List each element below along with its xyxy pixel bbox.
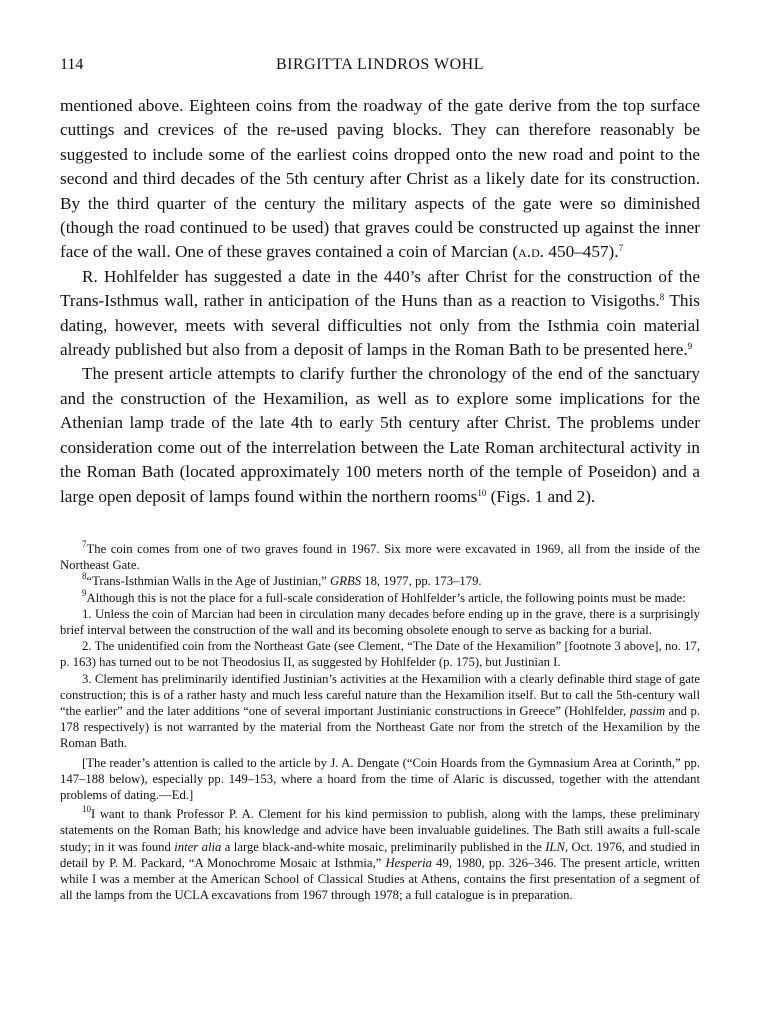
- footnote-8-text-b: 18, 1977, pp. 173–179.: [361, 574, 482, 589]
- body-text: [60, 94, 700, 509]
- paragraph-1: [60, 94, 700, 265]
- footnote-mark: 9: [82, 587, 87, 598]
- running-head: BIRGITTA LINDROS WOHL: [275, 56, 485, 73]
- journal-title: GRBS: [330, 574, 362, 589]
- paragraph-1-text: mentioned above. Eighteen coins from the roadway of the gate derive from the top surface cuttings and crevices of the re-used paving blocks. They can therefore reasonably be suggested to include some of the earliest coins dropped onto the new road and point to the second and third decades of the 5th century after Christ as a likely date for its construction. By the third quarter of the century the military aspects of the gate were so diminished (though the road continued to be used) that graves could be constructed up against the inner face of the wall. One of these graves contained a coin of Marcian (: [60, 96, 700, 262]
- paragraph-2: [60, 265, 700, 363]
- footnote-8-text-a: “Trans-Isthmian Walls in the Age of Justinian,”: [86, 574, 331, 589]
- paragraph-3-text-b: (Figs. 1 and 2).: [486, 486, 596, 506]
- footnote-10-text-d: 49, 1980, pp. 326–346. The present article, written while I was a member at the American School of Classical Studies at Athens, contains the first presentation of a segment of all the lamps from the UCLA excavations from 1967 through 1978; a full catalogue is in preparation.: [60, 855, 700, 903]
- footnote-9-item-3: [60, 671, 700, 752]
- footnote-9-item-3-text-a: 3. Clement has preliminarily identified Justinian’s activities at the Hexamilion with a clearly definable third stage of gate construction; this is of a rather hasty and much less careful nature than the Hexamilion itself. But to call the 5th-century wall “the earlier” and the later additions “one of several important Justinianic constructions in Greece” (Hohlfelder,: [60, 671, 700, 719]
- footnote-9-item-2: 2. The unidentified coin from the Northeast Gate (see Clement, “The Date of the Hexamilion” [footnote 3 above], no. 17, p. 163) has turned out to be not Theodosius II, as suggested by Hohlfelder (p. 175), but Justinian I.: [60, 639, 700, 670]
- footnote-10-text-c: , Oct. 1976, and studied in detail by P. M. Packard, “A Monochrome Mosaic at Isthmia,”: [60, 839, 700, 870]
- footnote-10-text-a: I want to thank Professor P. A. Clement for his kind permission to publish, along with the lamps, these preliminary statements on the Roman Bath; his knowledge and advice have been invaluable guidelines. The Bath still awaits a full-scale study; in it was found: [60, 807, 700, 854]
- footnote-ref-10: 10: [477, 487, 487, 498]
- paragraph-1-dates: 450–457).: [544, 242, 619, 262]
- footnote-ref-9: 9: [687, 341, 693, 352]
- footnote-9: [60, 587, 700, 606]
- footnote-9-intro: Although this is not the place for a full-scale consideration of Hohlfelder’s article, the following points must be made:: [86, 590, 686, 605]
- footnote-9-item-1: 1. Unless the coin of Marcian had been in circulation many decades before ending up in the grave, there is a surprisingly brief interval between the construction of the wall and its becoming obsolete enough to serve as backing for a burial.: [60, 606, 700, 638]
- latin-term: passim: [629, 704, 666, 719]
- paragraph-2-text-a: R. Hohlfelder has suggested a date in the 440’s after Christ for the construction of the Trans-Isthmus wall, rather in anticipation of the Huns than as a reaction to Visigoths.: [60, 266, 700, 311]
- footnote-mark: 7: [82, 539, 87, 549]
- footnote-ref-8: 8: [659, 292, 665, 303]
- footnote-7: [60, 541, 700, 573]
- page-number: 114: [60, 56, 84, 73]
- footnote-7-text: The coin comes from one of two graves found in 1967. Six more were excavated in 1969, all from the inside of the Northeast Gate.: [60, 542, 700, 573]
- footnotes: [60, 541, 700, 903]
- editor-note: [The reader’s attention is called to the article by J. A. Dengate (“Coin Hoards from the Gymnasium Area at Corinth,” pp. 147–188 below), especially pp. 149–153, where a hoard from the time of Alaric is discussed, together with the attendant problems of dating.—Ed.]: [60, 755, 700, 803]
- journal-title: ILN: [545, 839, 565, 854]
- latin-term: inter alia: [174, 839, 222, 854]
- footnote-mark: 8: [82, 571, 87, 582]
- footnote-9-item-3-text-b: and p. 178 respectively) is not warranted by the material from the Northeast Gate nor from the stretch of the Hexamilion by the Roman Bath.: [60, 704, 700, 751]
- footnote-ref-7: 7: [618, 243, 624, 254]
- footnote-mark: 10: [82, 804, 91, 815]
- footnote-10: [60, 806, 700, 903]
- journal-title: Hesperia: [385, 855, 433, 870]
- era-abbreviation: a.d.: [518, 242, 545, 262]
- paragraph-3: [60, 362, 700, 508]
- paragraph-2-text-b: This dating, however, meets with several difficulties not only from the Isthmia coin material already published but also from a deposit of lamps in the Roman Bath to be presented here.: [60, 291, 700, 360]
- footnote-10-text-b: a large black-and-white mosaic, preliminarily published in the: [221, 839, 546, 854]
- footnote-8: [60, 573, 700, 589]
- paragraph-3-text-a: The present article attempts to clarify further the chronology of the end of the sanctuary and the construction of the Hexamilion, as well as to explore some implications for the Athenian lamp trade of the late 4th to early 5th century after Christ. The problems under consideration come out of the interrelation between the Late Roman architectural activity in the Roman Bath (located approximately 100 meters north of the temple of Poseidon) and a large open deposit of lamps found within the northern rooms: [60, 364, 700, 506]
